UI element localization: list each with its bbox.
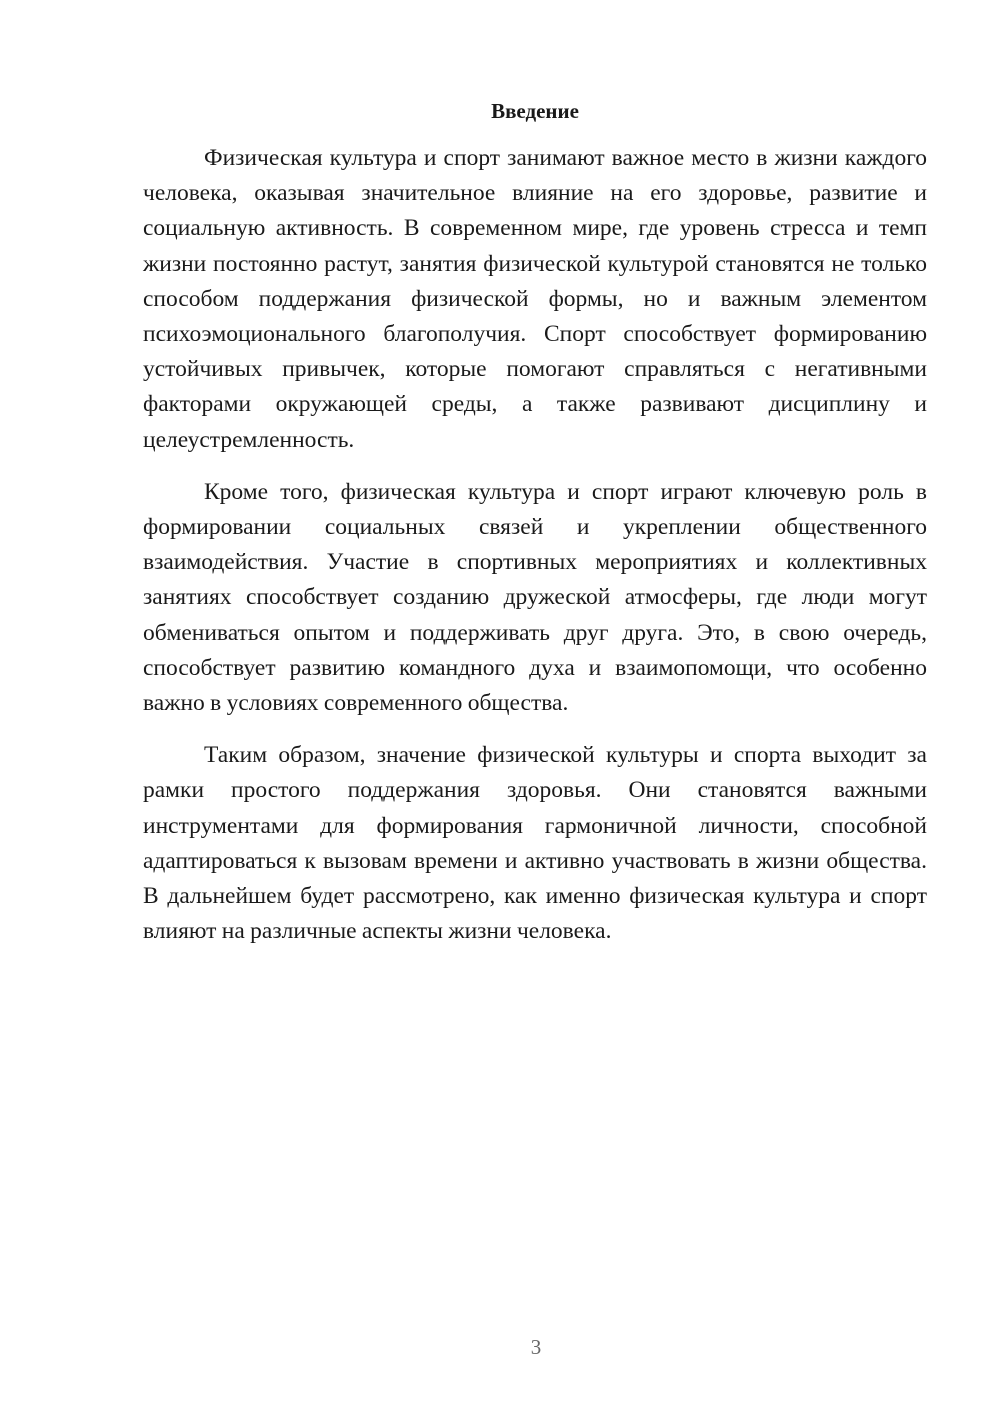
body-text — [143, 141, 927, 966]
paragraph-3: Таким образом, значение физической культуры и спорта выходит за рамки простого поддержания здоровья. Они становятся важными инструментами для формирования гармоничной личности, способной адаптироваться к вызовам времени и активно участвовать в жизни общества. В дальнейшем будет рассмотрено, как именно физическая культура и спорт влияют на различные аспекты жизни человека. — [143, 742, 927, 945]
page-number: 3 — [530, 1335, 542, 1359]
paragraph-2: Кроме того, физическая культура и спорт играют ключевую роль в формировании социальных связей и укреплении общественного взаимодействия. Участие в спортивных мероприятиях и коллективных занятиях способствует созданию дружеской атмосферы, где люди могут обмениваться опытом и поддерживать друг друга. Это, в свою очередь, способствует развитию командного духа и взаимопомощи, что особенно важно в условиях современного общества. — [143, 478, 927, 717]
paragraph-1: Физическая культура и спорт занимают важное место в жизни каждого человека, оказывая значительное влияние на его здоровье, развитие и социальную активность. В современном мире, где уровень стресса и темп жизни постоянно растут, занятия физической культурой становятся не только способом поддержания физической формы, но и важным элементом психоэмоционального благополучия. Спорт способствует формированию устойчивых привычек, которые помогают справляться с негативными факторами окружающей среды, а также развивают дисциплину и целеустремленность. — [143, 145, 927, 453]
section-heading: Введение — [491, 99, 579, 123]
